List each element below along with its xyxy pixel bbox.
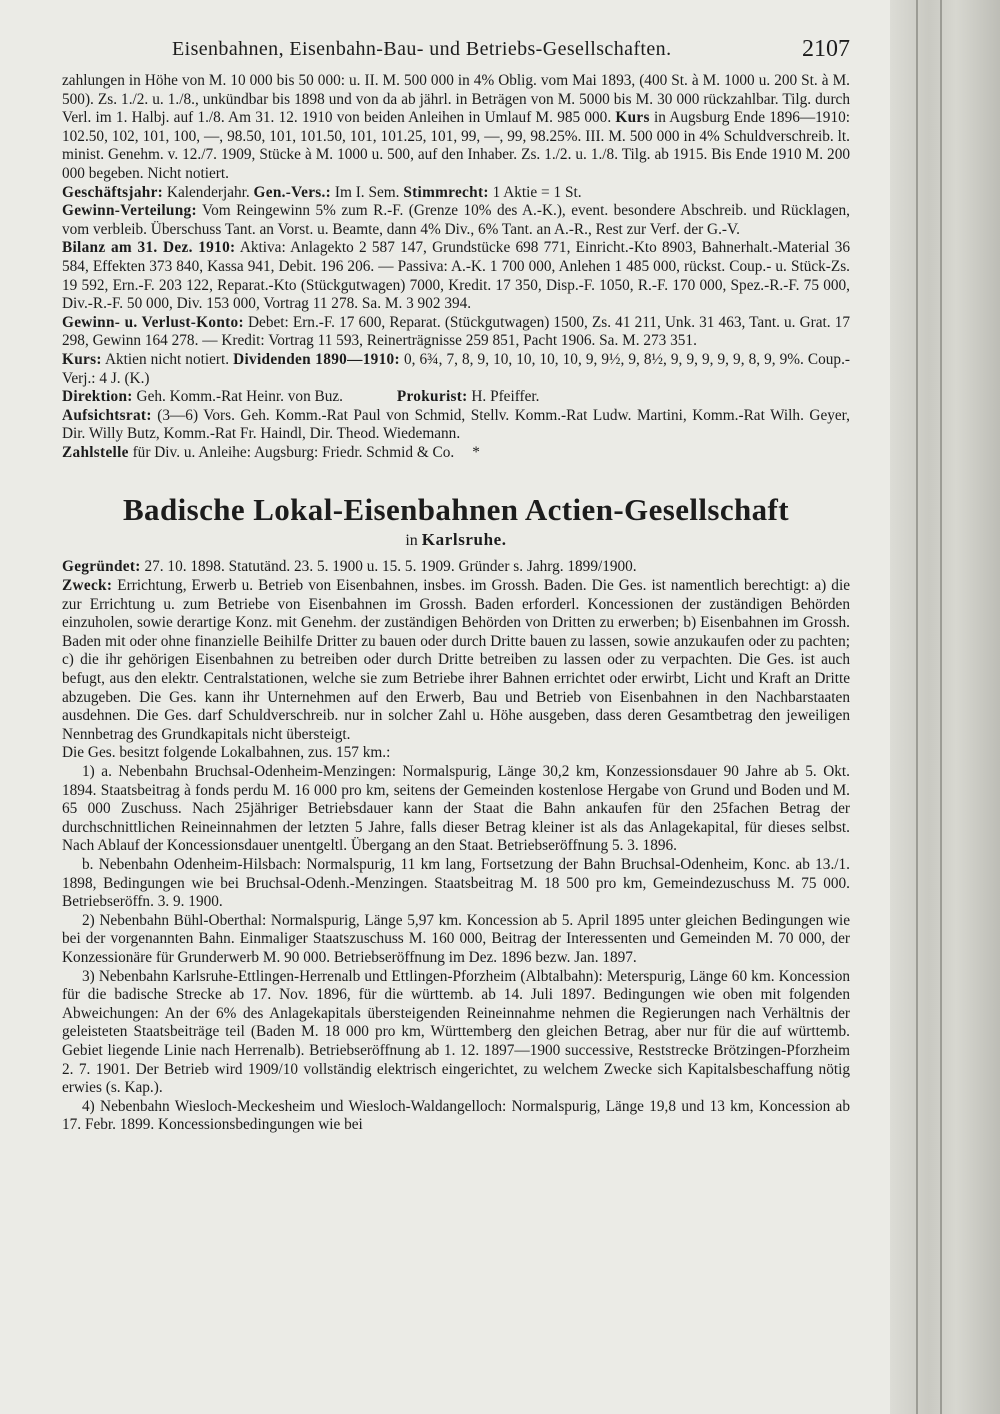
- bahn-4: 4) Nebenbahn Wiesloch-Meckesheim und Wiesloch-Waldangelloch: Normalspurig, Länge 19,8 und 13 km, Koncession ab 17. Febr. 1899. Koncessionsbedingungen wie bei: [62, 1097, 850, 1134]
- besitz-intro: Die Ges. besitzt folgende Lokalbahnen, zus. 157 km.:: [62, 744, 391, 762]
- company-location: in Karlsruhe.: [405, 530, 507, 550]
- gewinn-verlust-konto: Gewinn- u. Verlust-Konto: Debet: Ern.-F. 17 600, Reparat. (Stückgutwagen) 1500, Zs. 41 211, Unk. 31 463, Tant. u. Grat. 17 298, Gewinn 164 278. — Kredit: Vortrag 11 593, Reinerträgnisse 259 851, Pacht 1906. Sa. M. 273 351.: [62, 313, 851, 350]
- geschaeftsjahr-line: Geschäftsjahr: Kalenderjahr. Gen.-Vers.: Im I. Sem. Stimmrecht: 1 Aktie = 1 St.: [62, 183, 582, 201]
- zweck: Zweck: Errichtung, Erwerb u. Betrieb von Eisenbahnen, insbes. im Grossh. Baden. Die Ges. ist namentlich berechtigt: a) die zur Errichtung u. zum Betriebe von Eisenbahnen im Grossh. Baden erforderl. Koncessionen der zuständigen Behörden einzuholen, sowie derartige Konz. mit Genehm. der zuständigen Behörden von Dritten zu erwerben; b) Eisenbahnen im Grossh. Baden mit oder ohne finanzielle Beihilfe Dritter zu bauen oder durch Dritte bauen zu lassen, sowie anzukaufen oder zu pachten; c) die ihr gehörigen Eisenbahnen zu betreiben oder durch Dritte betreiben zu lassen oder zu verpachten. Die Ges. ist auch befugt, aus den elektr. Centralstationen, welche sie zum Betriebe ihrer Bahnen errichtet oder erwirbt, Licht und Kraft an Dritte abzugeben. Die Ges. kann ihr Unternehmen auf den Erwerb, Bau und Betrieb von Eisenbahnen in den Nachbarstaaten ausdehnen. Die Ges. darf Schuldverschreib. nur in solcher Zahl u. Höhe ausgeben, dass deren Gesamtbetrag den jeweiligen Nennbetrag des Grundkapitals nicht übersteigt.: [62, 577, 850, 743]
- page-header: [62, 38, 850, 72]
- bahn-3: 3) Nebenbahn Karlsruhe-Ettlingen-Herrenalb und Ettlingen-Pforzheim (Albtalbahn): Meterspurig, Länge 60 km. Koncession für die badische Strecke ab 17. Nov. 1896, für die württemb. ab 14. Juli 1897. Bedingungen wie oben mit folgenden Abweichungen: An der 6% des Anlagekapitals übersteigenden Reineinnahme nehmen die Regierungen nach Verhältnis der geleisteten Staatsbeiträge teil (Baden M. 18 000 pro km, Württemberg den gleichen Betrag, aber nur für die auf württemb. Gebiet liegende Linie nach Herrenalb). Betriebseröffnung ab 1. 12. 1897—1900 successive, Reststrecke Brötzingen-Pforzheim 2. 7. 1901. Der Betrieb wird 1909/10 vollständig elektrisch eingerichtet, zu welchem Zwecke sich Kapitalsbeschaffung nötig erwies (s. Kap.).: [62, 967, 850, 1097]
- gegruendet: Gegründet: 27. 10. 1898. Statutänd. 23. 5. 1900 u. 15. 5. 1909. Gründer s. Jahrg. 1899/1900.: [62, 558, 637, 576]
- company-city: Karlsruhe.: [421, 530, 507, 550]
- bilanz: Bilanz am 31. Dez. 1910: Aktiva: Anlagekto 2 587 147, Grundstücke 698 771, Einricht.-Kto 8903, Bahnerhalt.-Material 36 584, Effekten 373 840, Kassa 941, Debit. 196 206. — Passiva: A.-K. 1 700 000, Anlehen 1 485 000, rückst. Coup.- u. Stück-Zs. 19 592, Ern.-F. 203 122, Reparat.-Kto (Stückgutwagen) 7000, Kredit. 17 350, Disp.-F. 1050, R.-F. 170 000, Spez.-R.-F. 75 000, Div.-R.-F. 50 000, Div. 153 000, Vortrag 11 278. Sa. M. 3 902 394.: [62, 239, 851, 313]
- zahlstelle: Zahlstelle für Div. u. Anleihe: Augsburg: Friedr. Schmid & Co. *: [62, 443, 480, 461]
- end-star: *: [472, 443, 480, 461]
- scan-edge-shadow: [890, 0, 1000, 1414]
- running-head: Eisenbahnen, Eisenbahn-Bau- und Betriebs-Gesellschaften.: [172, 38, 672, 60]
- company-entry: [62, 558, 850, 1134]
- scan-edge-line: [916, 0, 918, 1414]
- company-title: Badische Lokal-Eisenbahnen Actien-Gesellschaft: [122, 492, 789, 528]
- bahn-2: 2) Nebenbahn Bühl-Oberthal: Normalspurig, Länge 5,97 km. Koncession ab 5. April 1895 unter gleichen Bedingungen wie bei der vorgenannten Bahn. Einmaliger Staatszuschuss M. 160 000, Beitrag der Interessenten und Gemeinden M. 70 000, der Konzessionäre für Grunderwerb M. 90 000. Betriebseröffnung im Dez. 1896 bezw. Jan. 1897.: [62, 911, 850, 966]
- scan-edge-line: [940, 0, 942, 1414]
- direktion-line: Direktion: Geh. Komm.-Rat Heinr. von Buz. Prokurist: H. Pfeiffer.: [62, 388, 540, 406]
- gewinn-verteilung: Gewinn-Verteilung: Vom Reingewinn 5% zum R.-F. (Grenze 10% des A.-K.), event. besondere Abschreib. und Rücklagen, vom verbleib. Überschuss Tant. an Vorst. u. Beamte, dann 4% Div., 6% Tant. an A.-R., Rest zur Verf. der G.-V.: [62, 202, 850, 238]
- aufsichtsrat: Aufsichtsrat: (3—6) Vors. Geh. Komm.-Rat Paul von Schmid, Stellv. Komm.-Rat Ludw. Martini, Komm.-Rat Wilh. Geyer, Dir. Willy Butz, Komm.-Rat Fr. Haindl, Dir. Theod. Wiedemann.: [62, 406, 850, 443]
- article-continuation: [62, 72, 850, 462]
- kurs-dividenden: Kurs: Aktien nicht notiert. Dividenden 1890—1910: 0, 6¾, 7, 8, 9, 10, 10, 10, 10, 9, 9½, 9, 8½, 9, 9, 9, 9, 9, 8, 9, 9%. Coup.-Verj.: 4 J. (K.): [62, 350, 850, 387]
- bahn-1b: b. Nebenbahn Odenheim-Hilsbach: Normalspurig, 11 km lang, Fortsetzung der Bahn Bruchsal-Odenheim, Konc. ab 13./1. 1898, Bedingungen wie bei Bruchsal-Odenh.-Menzingen. Staatsbeitrag M. 18 500 pro km, Gemeindezuschuss M. 75 000. Betriebseröffn. 3. 9. 1900.: [62, 855, 850, 911]
- bahn-1a: 1) a. Nebenbahn Bruchsal-Odenheim-Menzingen: Normalspurig, Länge 30,2 km, Konzessionsdauer 90 Jahre ab 5. Okt. 1894. Staatsbeitrag à fonds perdu M. 16 000 pro km, seitens der Gemeinden kostenlose Hergabe von Grund und Boden und M. 65 000 Zuschuss. Nach 25jähriger Betriebsdauer kann der Staat die Bahn ankaufen für den 25fachen Betrag der durchschnittlichen Reineinnahmen der letzten 5 Jahre, falls dieser Betrag kleiner ist als das Anlagekapital, für dieses selbst. Nach Ablauf der Koncessionsdauer unentgeltl. Übergang an den Staat. Betriebseröffnung 5. 3. 1896.: [62, 763, 850, 855]
- page-number: 2107: [802, 36, 850, 62]
- anleihen-paragraph: zahlungen in Höhe von M. 10 000 bis 50 000: u. II. M. 500 000 in 4% Oblig. vom Mai 1893, (400 St. à M. 1000 u. 200 St. à M. 500). Zs. 1./2. u. 1./8., unkündbar bis 1898 und von da ab jährl. in Beträgen von M. 5000 bis M. 30 000 rückzahlbar. Tilg. durch Verl. im 1. Halbj. auf 1./8. Am 31. 12. 1910 von beiden Anleihen in Umlauf M. 985 000. Kurs in Augsburg Ende 1896—1910: 102.50, 102, 101, 100, —, 98.50, 101, 101.50, 101, 101.25, 101, 99, —, 99, 98.25%. III. M. 500 000 in 4% Schuldverschreib. lt. minist. Genehm. v. 12./7. 1909, Stücke à M. 1000 u. 500, auf den Inhaber. Zs. 1./2. u. 1./8. Tilg. ab 1915. Bis Ende 1910 M. 200 000 begeben. Nicht notiert.: [62, 72, 851, 182]
